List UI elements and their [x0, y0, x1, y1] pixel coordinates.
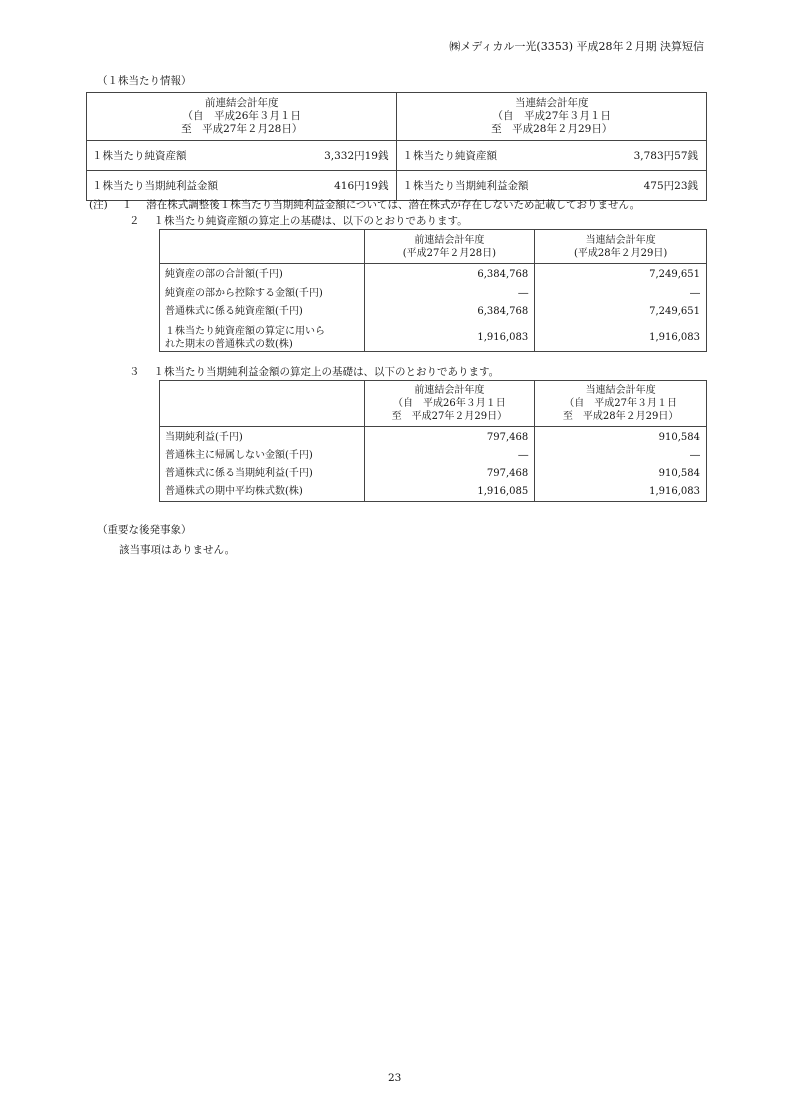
row-label: １株当たり当期純利益金額 — [92, 180, 218, 192]
cell-value: ― — [518, 287, 529, 299]
page-number: 23 — [388, 1072, 402, 1084]
note-2: ２ １株当たり純資産額の算定上の基礎は、以下のとおりであります。 — [129, 215, 468, 227]
cell-value: ― — [690, 287, 700, 299]
curr-period-header: 当連結会計年度 (平成28年２月29日) — [535, 230, 707, 264]
cell-value: 910,584 — [658, 432, 700, 443]
cell-value: 6,384,768 — [477, 306, 529, 317]
row-label: 普通株主に帰属しない金額(千円) — [165, 450, 313, 461]
section-title-subsequent-events: （重要な後発事象） — [97, 524, 192, 536]
note-1: (注) １ 潜在株式調整後１株当たり当期純利益金額については、潜在株式が存在しないため記載しておりません。 — [89, 199, 641, 211]
net-assets-basis-table — [159, 229, 707, 352]
row-label: 普通株式の期中平均株式数(株) — [165, 486, 303, 497]
net-income-basis-table — [159, 380, 707, 502]
table-body — [160, 427, 707, 502]
cell-value: 7,249,651 — [649, 306, 700, 317]
row-value: 475円23銭 — [643, 180, 698, 192]
row-label: １株当たり当期純利益金額 — [402, 180, 529, 192]
table-body — [160, 264, 707, 352]
row-value: 3,332円19銭 — [324, 150, 389, 162]
curr-period-header: 当連結会計年度 （自 平成27年３月１日 至 平成28年２月29日） — [397, 93, 707, 141]
cell-value: 7,249,651 — [649, 269, 700, 280]
document-header: ㈱メディカル一光(3353) 平成28年２月期 決算短信 — [449, 40, 704, 53]
row-label: 普通株式に係る純資産額(千円) — [165, 306, 303, 317]
cell-value: 6,384,768 — [477, 269, 529, 280]
cell-value: ― — [518, 450, 529, 461]
row-label: 当期純利益(千円) — [165, 432, 243, 443]
table-row — [87, 141, 707, 171]
row-label: １株当たり純資産額 — [92, 150, 187, 162]
per-share-table — [86, 92, 707, 201]
cell-value: 1,916,085 — [477, 486, 529, 497]
cell-value: 1,916,083 — [477, 331, 529, 343]
prev-period-header: 前連結会計年度 (平成27年２月28日) — [364, 230, 535, 264]
cell-value: 797,468 — [486, 432, 529, 443]
cell-value: 797,468 — [486, 468, 529, 479]
row-label: １株当たり純資産額 — [402, 150, 497, 162]
row-label: 純資産の部から控除する金額(千円) — [165, 287, 323, 299]
row-label: れた期末の普通株式の数(株) — [165, 338, 293, 350]
prev-period-header: 前連結会計年度 （自 平成26年３月１日 至 平成27年２月29日） — [364, 381, 535, 427]
cell-value: 1,916,083 — [649, 486, 700, 497]
prev-period-header: 前連結会計年度 （自 平成26年３月１日 至 平成27年２月28日） — [87, 93, 397, 141]
curr-period-header: 当連結会計年度 （自 平成27年３月１日 至 平成28年２月29日） — [535, 381, 707, 427]
row-value: 3,783円57銭 — [633, 150, 698, 162]
row-label: 純資産の部の合計額(千円) — [165, 269, 283, 280]
row-value: 416円19銭 — [334, 180, 389, 192]
section-title-per-share: （１株当たり情報） — [97, 75, 192, 87]
row-label: １株当たり純資産額の算定に用いら — [165, 325, 325, 337]
section-body-subsequent-events: 該当事項はありません。 — [119, 544, 236, 556]
cell-value: 910,584 — [658, 468, 700, 479]
cell-value: ― — [690, 450, 700, 461]
note-3: ３ １株当たり当期純利益金額の算定上の基礎は、以下のとおりであります。 — [129, 366, 500, 378]
row-label: 普通株式に係る当期純利益(千円) — [165, 468, 313, 479]
cell-value: 1,916,083 — [649, 331, 700, 343]
table-row — [87, 171, 707, 201]
